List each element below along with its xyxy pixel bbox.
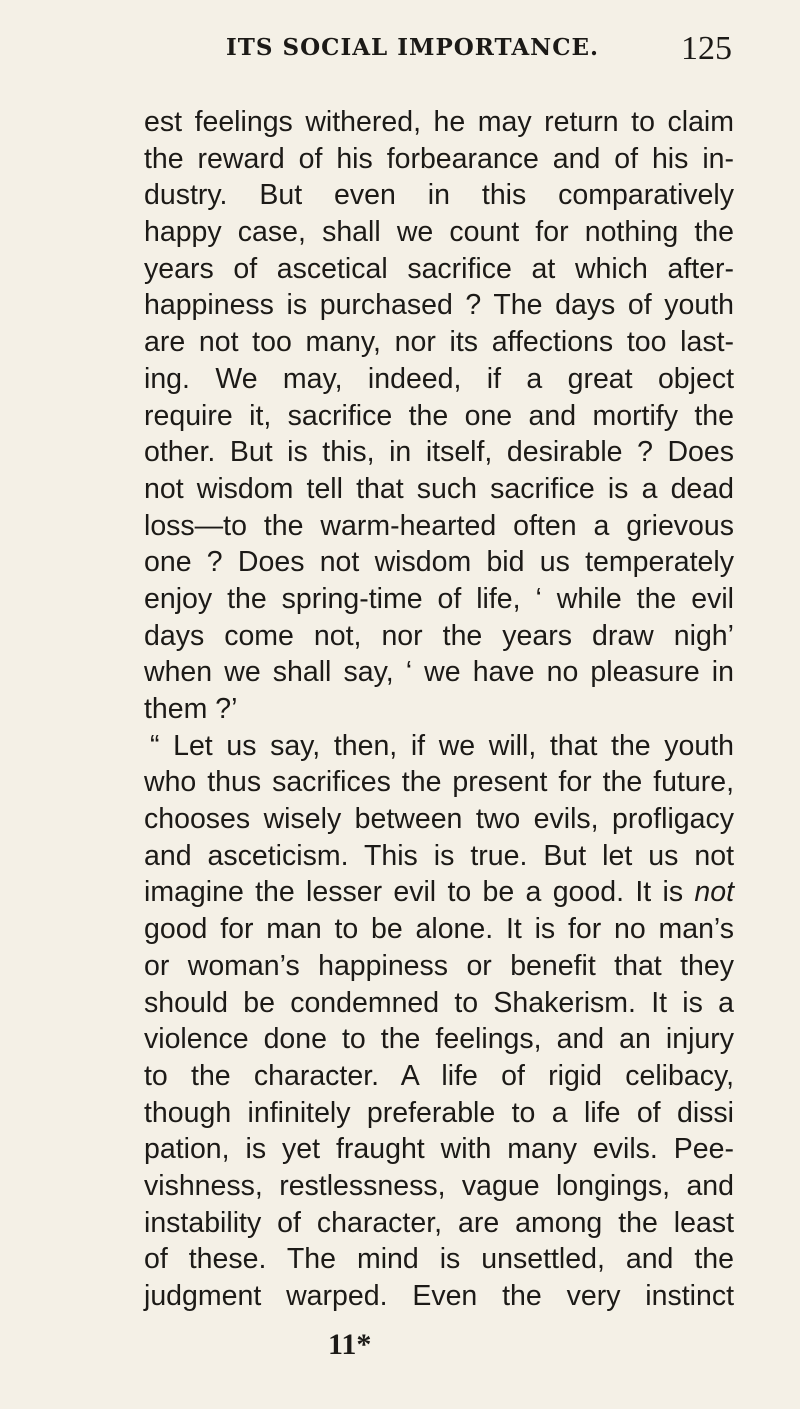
text-line: the reward of his forbearance and of his in-: [144, 142, 734, 175]
paragraph-end-line: them ?’: [144, 693, 238, 725]
text-line: not wisdom tell that such sacrifice is a dead: [144, 472, 734, 505]
text-line: vishness, restlessness, vague longings, and: [144, 1169, 734, 1202]
text-line: other. But is this, in itself, desirable ? Does: [144, 436, 734, 469]
text-line: years of ascetical sacrifice at which after-: [144, 252, 734, 285]
running-head: [144, 30, 732, 70]
text-line: days come not, nor the years draw nigh’: [144, 619, 734, 652]
text-line-with-italic: [144, 874, 734, 911]
body-text: [144, 104, 734, 1315]
text-line: or woman’s happiness or benefit that they: [144, 949, 734, 982]
text-line: chooses wisely between two evils, profligacy: [144, 803, 734, 836]
text-line: enjoy the spring-time of life, ‘ while the evil: [144, 582, 734, 615]
text-line: instability of character, are among the least: [144, 1206, 734, 1239]
text-line: when we shall say, ‘ we have no pleasure in: [144, 656, 734, 689]
text-line: one ? Does not wisdom bid us temperately: [144, 546, 734, 579]
signature-mark: 11*: [328, 1328, 372, 1361]
text-line: happy case, shall we count for nothing the: [144, 216, 734, 249]
text-line: are not too many, nor its affections too last-: [144, 326, 734, 359]
text-line: should be condemned to Shakerism. It is a: [144, 986, 734, 1019]
text-line: though infinitely preferable to a life of dissi: [144, 1096, 734, 1129]
text-line: loss—to the warm-hearted often a grievous: [144, 509, 734, 542]
text-line: est feelings withered, he may return to claim: [144, 106, 734, 138]
text-line: ing. We may, indeed, if a great object: [144, 362, 734, 395]
text-line: of these. The mind is unsettled, and the: [144, 1243, 734, 1276]
running-title: ITS SOCIAL IMPORTANCE.: [226, 34, 600, 61]
text-segment: imagine the lesser evil to be a good. It is: [144, 876, 695, 909]
text-line: judgment warped. Even the very instinct: [144, 1280, 734, 1312]
text-line: who thus sacrifices the present for the future,: [144, 766, 734, 799]
italic-word: not: [694, 876, 734, 909]
text-line: pation, is yet fraught with many evils. Pee-: [144, 1133, 734, 1166]
text-line: violence done to the feelings, and an injury: [144, 1023, 734, 1056]
text-line: require it, sacrifice the one and mortify the: [144, 399, 734, 432]
text-line: and asceticism. This is true. But let us not: [144, 839, 734, 872]
text-line: dustry. But even in this comparatively: [144, 179, 734, 212]
text-line: good for man to be alone. It is for no man’s: [144, 913, 734, 946]
paragraph-start-line: “ Let us say, then, if we will, that the youth: [150, 729, 734, 762]
text-line: happiness is purchased ? The days of youth: [144, 289, 734, 322]
page-number: 125: [681, 30, 732, 67]
text-line: to the character. A life of rigid celibacy,: [144, 1059, 734, 1092]
